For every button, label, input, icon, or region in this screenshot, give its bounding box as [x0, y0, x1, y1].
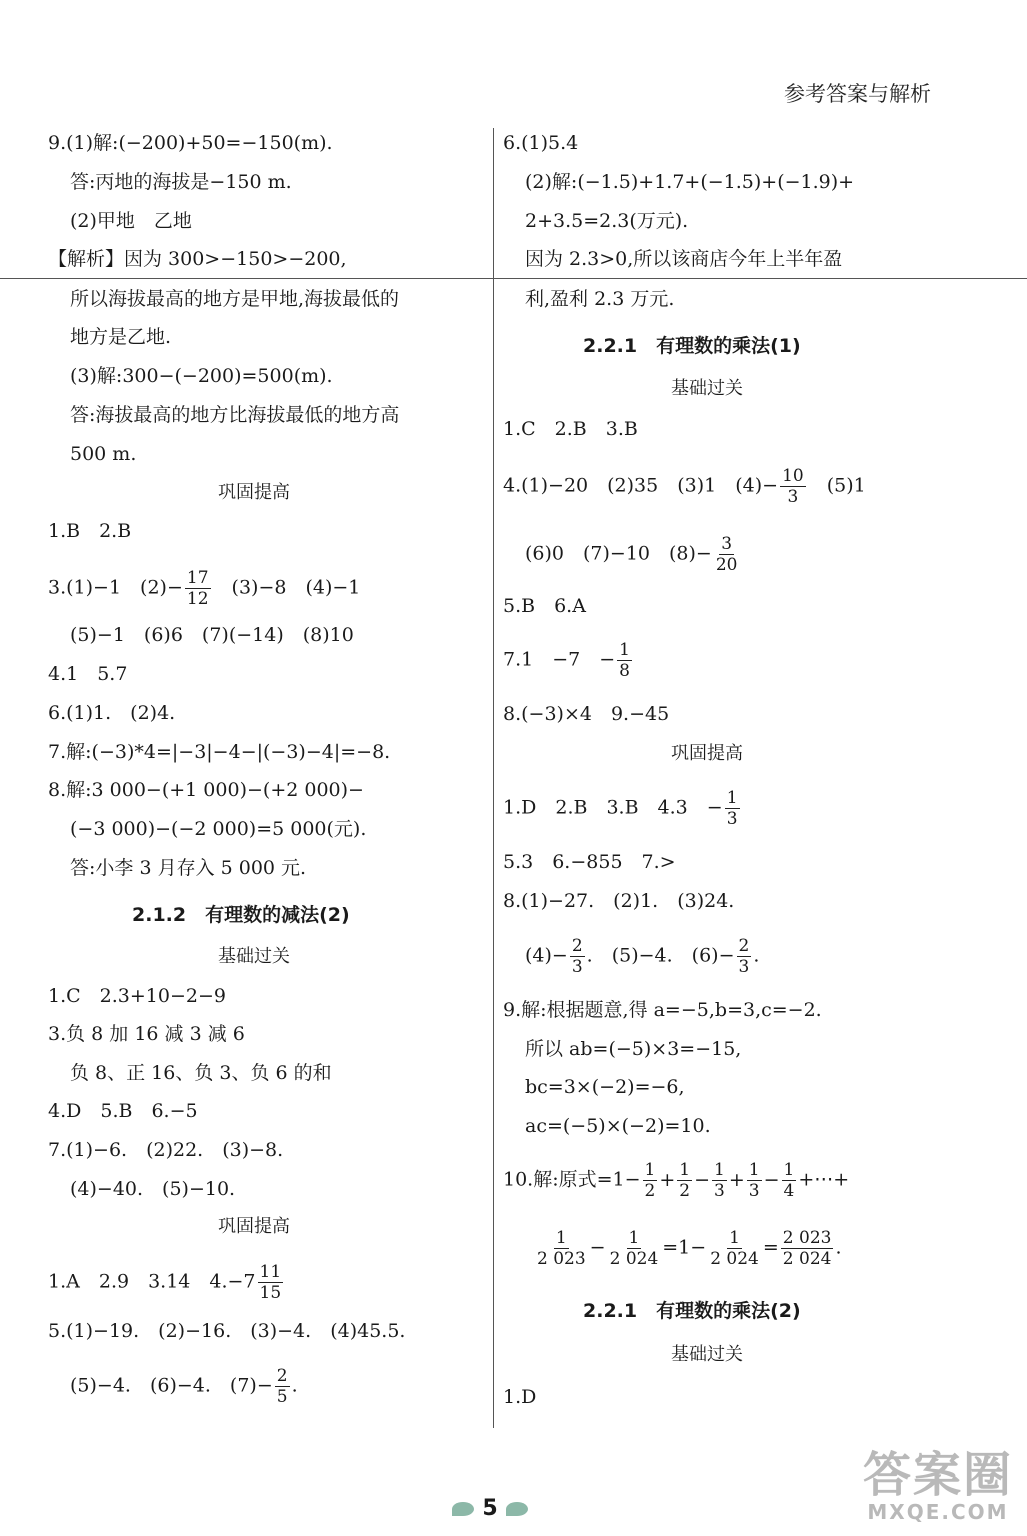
operator-sign: −: [694, 1168, 711, 1191]
fraction-denominator: 3: [748, 1181, 760, 1201]
fraction-denominator: 3: [714, 1181, 725, 1201]
answer-text: (5)1: [807, 474, 866, 497]
answer-line: 7.(1)−6. (2)22. (3)−8.: [48, 1139, 284, 1161]
fraction-numerator: 1: [748, 1160, 760, 1180]
answer-line: 6.(1)5.4: [503, 132, 579, 154]
answer-line: 答:海拔最高的地方比海拔最低的地方高: [70, 404, 400, 426]
watermark-top-text: 答案圈: [862, 1447, 1013, 1503]
fraction: [570, 936, 585, 977]
operator-sign: +: [659, 1168, 676, 1191]
page-number: 5: [482, 1496, 498, 1521]
fraction-numerator: 1: [726, 788, 738, 808]
answer-line: [525, 534, 742, 575]
operator-sign: +: [728, 1168, 745, 1191]
answer-line: 答:丙地的海拔是−150 m.: [70, 171, 292, 193]
answer-line: 【解析】因为 300>−150>−200,: [48, 248, 347, 270]
column-divider: [493, 128, 494, 1428]
fraction: [725, 788, 740, 829]
fraction-numerator: 2: [738, 936, 750, 956]
watermark-logo: [862, 1447, 1013, 1524]
answer-text: 7.1 −7 −: [503, 648, 616, 671]
fraction-denominator: 2: [644, 1181, 656, 1201]
answer-line: 7.解:(−3)*4=|−3|−4−|(−3)−4|=−8.: [48, 741, 391, 763]
answer-line: 8.(−3)×4 9.−45: [503, 703, 670, 725]
fraction-numerator: 2: [571, 936, 583, 956]
section-heading: 2.2.1 有理数的乘法(1): [583, 335, 801, 357]
fraction: [781, 1228, 834, 1269]
answer-text: (6)0 (7)−10 (8)−: [525, 542, 712, 565]
section-heading: 2.2.1 有理数的乘法(2): [583, 1300, 801, 1322]
fraction-denominator: 2 024: [710, 1249, 759, 1269]
fraction-denominator: 20: [715, 555, 738, 575]
fraction: [782, 1160, 797, 1201]
answer-line: ac=(−5)×(−2)=10.: [525, 1115, 711, 1137]
answer-line: 1.B 2.B: [48, 520, 132, 542]
answer-line: (2)解:(−1.5)+1.7+(−1.5)+(−1.9)+: [525, 171, 855, 193]
subheading: 巩固提高: [218, 1216, 290, 1237]
fraction-denominator: 3: [787, 487, 799, 507]
fraction: [714, 534, 740, 575]
answer-text: (5)−4. (6)−4. (7)−: [70, 1374, 273, 1397]
leaf-icon: [506, 1502, 528, 1516]
answer-text: 10.解:原式=1−: [503, 1168, 641, 1191]
equals-sign: =: [762, 1236, 779, 1259]
answer-line: 9.解:根据题意,得 a=−5,b=3,c=−2.: [503, 999, 822, 1021]
fraction: [185, 568, 211, 609]
fraction-numerator: 1: [729, 1228, 740, 1248]
fraction: [780, 466, 806, 507]
answer-line: [70, 1366, 298, 1407]
answer-text: 4.(1)−20 (2)35 (3)1 (4)−: [503, 474, 779, 497]
fraction-series: [641, 1160, 799, 1201]
answer-line: [503, 1160, 849, 1201]
fraction-numerator: 1: [628, 1228, 640, 1248]
fraction-numerator: 2: [276, 1366, 288, 1386]
answer-text: .: [291, 1374, 298, 1397]
answer-line: 所以海拔最高的地方是甲地,海拔最低的: [70, 288, 400, 310]
fraction-denominator: 2 023: [537, 1249, 586, 1269]
answer-line: 3.负 8 加 16 减 3 减 6: [48, 1023, 245, 1045]
answer-text: +⋯+: [798, 1168, 850, 1191]
fraction-denominator: 15: [259, 1283, 282, 1303]
answer-line: [503, 788, 742, 829]
fraction: [643, 1160, 658, 1201]
page-header-title: 参考答案与解析: [784, 82, 931, 106]
fraction: [608, 1228, 661, 1269]
fraction-denominator: 3: [726, 809, 738, 829]
answer-line: 负 8、正 16、负 3、负 6 的和: [70, 1062, 332, 1084]
answer-line: 5.3 6.−855 7.>: [503, 851, 676, 873]
fraction: [617, 640, 632, 681]
fraction-numerator: 1: [783, 1160, 795, 1180]
answer-line: 6.(1)1. (2)4.: [48, 702, 176, 724]
answer-line: 1.C 2.B 3.B: [503, 418, 638, 440]
fraction-numerator: 10: [782, 466, 804, 486]
fraction-numerator: 17: [186, 568, 209, 588]
fraction: [712, 1160, 727, 1201]
answer-line: 1.C 2.3+10−2−9: [48, 985, 226, 1007]
answer-line: bc=3×(−2)=−6,: [525, 1076, 685, 1098]
fraction: [275, 1366, 290, 1407]
answer-line: 4.1 5.7: [48, 663, 128, 685]
answer-line: 5.(1)−19. (2)−16. (3)−4. (4)45.5.: [48, 1320, 406, 1342]
answer-text: (4)−: [525, 944, 568, 967]
page-footer: [430, 1496, 550, 1521]
answer-text: . (5)−4. (6)−: [586, 944, 735, 967]
fraction-numerator: 1: [619, 640, 630, 660]
answer-line: 因为 2.3>0,所以该商店今年上半年盈: [525, 248, 843, 270]
fraction-denominator: 2 024: [609, 1249, 659, 1269]
fraction-numerator: 11: [259, 1262, 282, 1282]
answer-line: [525, 936, 759, 977]
answer-line: [48, 1262, 285, 1303]
fraction-denominator: 8: [619, 661, 630, 681]
fraction-denominator: 2: [679, 1181, 691, 1201]
answer-line: 利,盈利 2.3 万元.: [525, 288, 675, 310]
answer-line: 1.D: [503, 1386, 537, 1408]
answer-text: .: [753, 944, 760, 967]
fraction-numerator: 2 023: [782, 1228, 832, 1248]
answer-line: (2)甲地 乙地: [70, 210, 192, 232]
answer-line: 500 m.: [70, 443, 137, 465]
answer-line: 4.D 5.B 6.−5: [48, 1100, 198, 1122]
answer-line: (−3 000)−(−2 000)=5 000(元).: [70, 818, 367, 840]
fraction-numerator: 3: [721, 534, 733, 554]
leaf-icon: [452, 1502, 474, 1516]
answer-line: [503, 640, 634, 681]
fraction: [535, 1228, 588, 1269]
answer-line: [503, 466, 866, 507]
fraction-numerator: 1: [714, 1160, 725, 1180]
fraction-numerator: 1: [644, 1160, 656, 1180]
fraction-numerator: 1: [555, 1228, 567, 1248]
fraction: [677, 1160, 692, 1201]
answer-line: 答:小李 3 月存入 5 000 元.: [70, 857, 307, 879]
watermark-bottom-text: MXQE.COM: [867, 1500, 1009, 1524]
subheading: 巩固提高: [671, 743, 743, 764]
fraction-denominator: 2 024: [782, 1249, 832, 1269]
fraction: [258, 1262, 284, 1303]
answer-text: (3)−8 (4)−1: [212, 576, 361, 599]
subheading: 基础过关: [671, 378, 743, 399]
answer-line: 9.(1)解:(−200)+50=−150(m).: [48, 132, 333, 154]
fraction: [747, 1160, 762, 1201]
period: .: [835, 1236, 842, 1259]
fraction-denominator: 3: [571, 957, 583, 977]
answer-line: (5)−1 (6)6 (7)(−14) (8)10: [70, 624, 354, 646]
answer-line: 所以 ab=(−5)×3=−15,: [525, 1038, 742, 1060]
operator-sign: −: [763, 1168, 780, 1191]
answer-line: 8.(1)−27. (2)1. (3)24.: [503, 890, 735, 912]
section-heading: 2.1.2 有理数的减法(2): [132, 904, 350, 926]
fraction: [737, 936, 752, 977]
horizontal-divider: [0, 278, 1027, 279]
answer-text: 1.A 2.9 3.14 4.−7: [48, 1270, 256, 1293]
fraction-numerator: 1: [679, 1160, 691, 1180]
answer-line: [48, 568, 360, 609]
answer-line: 8.解:3 000−(+1 000)−(+2 000)−: [48, 779, 364, 801]
fraction-denominator: 5: [276, 1387, 288, 1407]
minus-sign: −: [589, 1236, 606, 1259]
answer-line: 5.B 6.A: [503, 595, 586, 617]
answer-line: [533, 1228, 842, 1269]
answer-line: (3)解:300−(−200)=500(m).: [70, 365, 333, 387]
answer-line: (4)−40. (5)−10.: [70, 1178, 236, 1200]
fraction: [708, 1228, 761, 1269]
answer-text: =1−: [662, 1236, 707, 1259]
fraction-denominator: 4: [783, 1181, 795, 1201]
answer-text: 1.D 2.B 3.B 4.3 −: [503, 796, 723, 819]
subheading: 巩固提高: [218, 482, 290, 503]
fraction-denominator: 12: [186, 589, 209, 609]
fraction-denominator: 3: [738, 957, 750, 977]
answer-text: 3.(1)−1 (2)−: [48, 576, 183, 599]
answer-line: 2+3.5=2.3(万元).: [525, 210, 689, 232]
subheading: 基础过关: [671, 1344, 743, 1365]
answer-line: 地方是乙地.: [70, 326, 172, 348]
subheading: 基础过关: [218, 946, 290, 967]
